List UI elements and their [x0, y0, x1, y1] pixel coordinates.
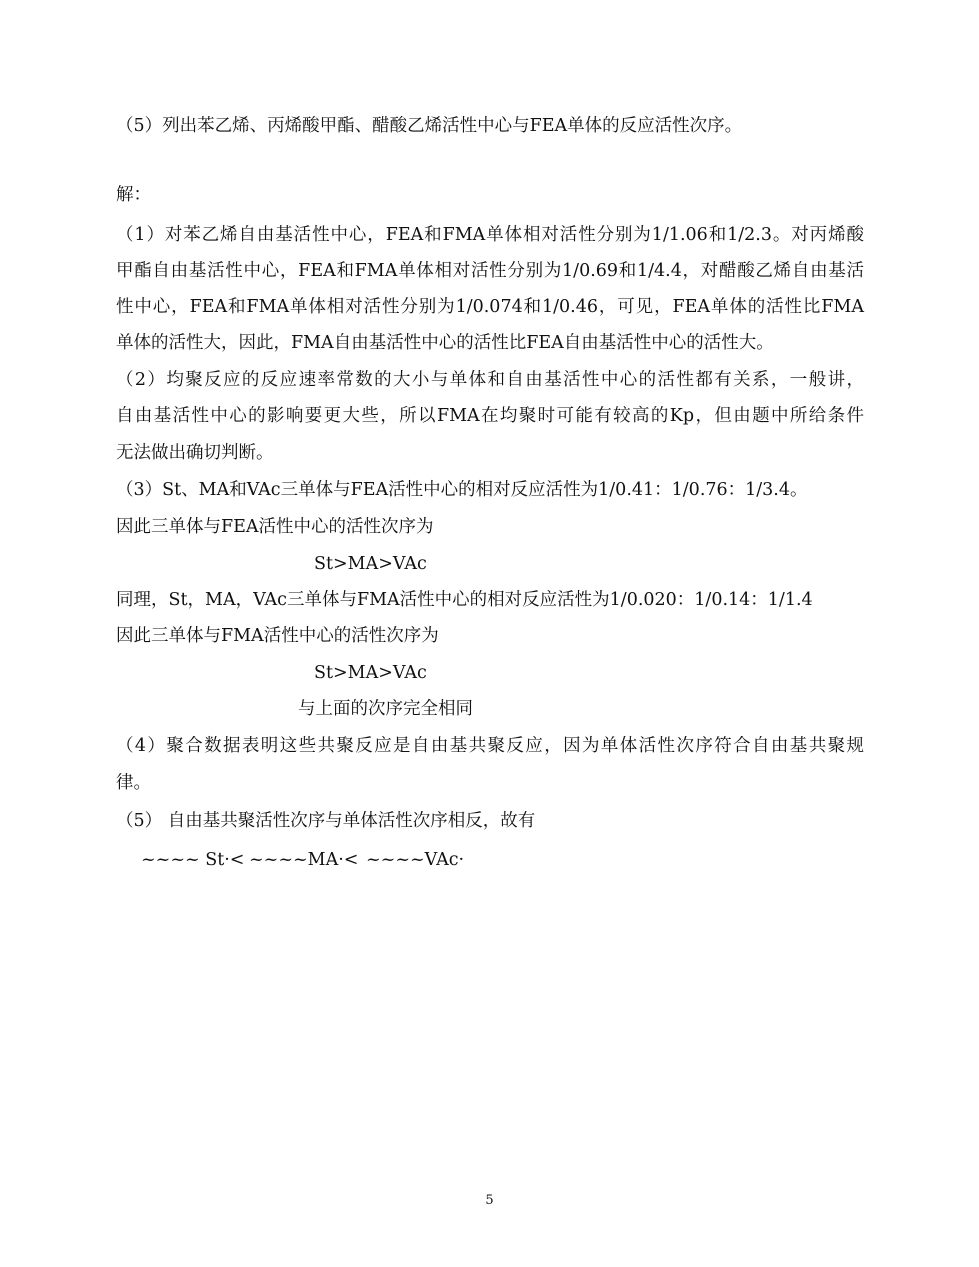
answer-1-line-1: （1）对苯乙烯自由基活性中心，FEA和FMA单体相对活性分别为1/1.06和1/2.3。对丙烯酸: [116, 225, 864, 245]
page-number: 5: [485, 1193, 494, 1208]
answer-3-line-2: 因此三单体与FEA活性中心的活性次序为: [116, 517, 434, 537]
answer-1-line-2: 甲酯自由基活性中心，FEA和FMA单体相对活性分别为1/0.69和1/4.4，对醋酸乙烯自由基活: [116, 261, 864, 281]
answer-1-line-3: 性中心，FEA和FMA单体相对活性分别为1/0.074和1/0.46，可见，FEA单体的活性比FMA: [116, 297, 864, 317]
answer-2-line-3: 无法做出确切判断。: [116, 443, 274, 463]
order-same-note: 与上面的次序完全相同: [298, 699, 473, 719]
answer-2-line-1: （2）均聚反应的反应速率常数的大小与单体和自由基活性中心的活性都有关系，一般讲，: [116, 370, 864, 390]
question-5: （5）列出苯乙烯、丙烯酸甲酯、醋酸乙烯活性中心与FEA单体的反应活性次序。: [116, 116, 743, 136]
answer-heading: 解：: [116, 185, 151, 205]
answer-5-line-1: （5） 自由基共聚活性次序与单体活性次序相反，故有: [116, 811, 536, 831]
radical-st: ~~~~ St·<: [141, 850, 245, 870]
answer-3-line-3: 同理，St，MA，VAc三单体与FMA活性中心的相对反应活性为1/0.020：1/0.14：1/1.4: [116, 590, 813, 610]
answer-1-line-4: 单体的活性大，因此，FMA自由基活性中心的活性比FEA自由基活性中心的活性大。: [116, 333, 774, 353]
answer-4-line-1: （4）聚合数据表明这些共聚反应是自由基共聚反应，因为单体活性次序符合自由基共聚规: [116, 736, 864, 756]
fea-order: St>MA>VAc: [314, 554, 427, 574]
answer-3-line-4: 因此三单体与FMA活性中心的活性次序为: [116, 626, 439, 646]
radical-vac: ~~~~VAc·: [366, 850, 465, 870]
fma-order: St>MA>VAc: [314, 663, 427, 683]
answer-3-line-1: （3）St、MA和VAc三单体与FEA活性中心的相对反应活性为1/0.41：1/0.76：1/3.4。: [116, 480, 808, 500]
radical-ma: ~~~~MA·<: [249, 850, 359, 870]
answer-4-line-2: 律。: [116, 773, 151, 793]
answer-2-line-2: 自由基活性中心的影响要更大些，所以FMA在均聚时可能有较高的Kp，但由题中所给条件: [116, 406, 864, 426]
